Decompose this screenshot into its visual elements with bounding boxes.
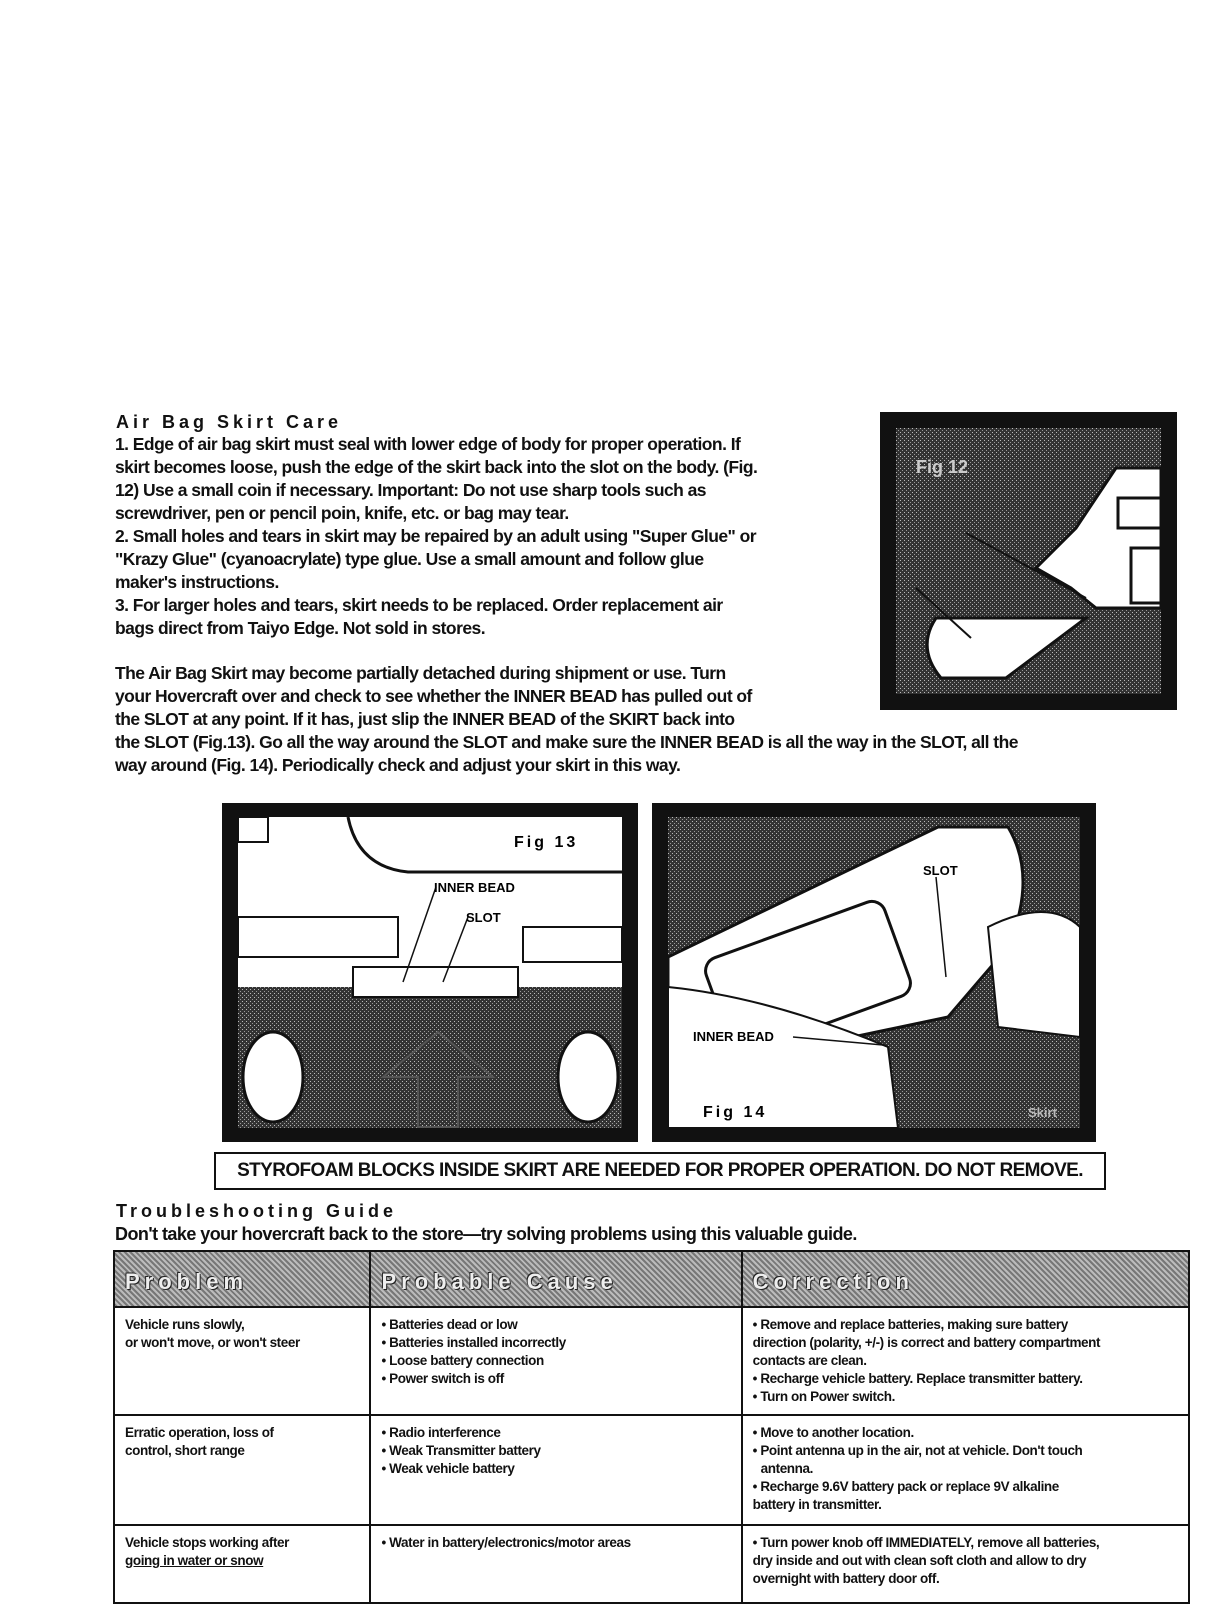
cell-text: contacts are clean. bbox=[752, 1353, 867, 1368]
text-line: maker's instructions. bbox=[115, 572, 279, 592]
column-header-problem: Problem bbox=[114, 1251, 370, 1307]
cell-text: • Loose battery connection bbox=[381, 1353, 544, 1368]
cell-text: • Remove and replace batteries, making sure battery bbox=[752, 1317, 1068, 1332]
cell-text: going in water or snow bbox=[125, 1553, 264, 1568]
text-line: 1. Edge of air bag skirt must seal with lower edge of body for proper operation. If bbox=[115, 434, 741, 454]
fig14-label: Fig 14 bbox=[703, 1104, 768, 1121]
correction-cell bbox=[742, 1525, 1189, 1603]
warning-banner: STYROFOAM BLOCKS INSIDE SKIRT ARE NEEDED FOR PROPER OPERATION. DO NOT REMOVE. bbox=[214, 1152, 1106, 1190]
text-line: your Hovercraft over and check to see whether the INNER BEAD has pulled out of bbox=[115, 686, 752, 706]
fig13-inner-bead-label: INNER BEAD bbox=[434, 880, 515, 895]
skirt-care-text bbox=[115, 433, 757, 640]
figure-13 bbox=[222, 803, 638, 1142]
cell-text: battery in transmitter. bbox=[752, 1497, 882, 1512]
cell-text: Erratic operation, loss of bbox=[125, 1425, 274, 1440]
cause-cell bbox=[370, 1415, 741, 1525]
text-line: "Krazy Glue" (cyanoacrylate) type glue. Use a small amount and follow glue bbox=[115, 549, 704, 569]
cell-text: • Radio interference bbox=[381, 1425, 501, 1440]
table-row bbox=[114, 1525, 1189, 1603]
text-line: the SLOT at any point. If it has, just slip the INNER BEAD of the SKIRT back into bbox=[115, 709, 735, 729]
fig13-slot-label: SLOT bbox=[466, 910, 501, 925]
cell-text: • Power switch is off bbox=[381, 1371, 504, 1386]
figure-14 bbox=[652, 803, 1096, 1142]
text-line: way around (Fig. 14). Periodically check and adjust your skirt in this way. bbox=[115, 755, 681, 775]
text-line: 12) Use a small coin if necessary. Important: Do not use sharp tools such as bbox=[115, 480, 706, 500]
text-line: The Air Bag Skirt may become partially detached during shipment or use. Turn bbox=[115, 663, 726, 683]
cell-text: • Weak Transmitter battery bbox=[381, 1443, 541, 1458]
cell-text: • Water in battery/electronics/motor areas bbox=[381, 1535, 631, 1550]
cell-text: Vehicle runs slowly, bbox=[125, 1317, 245, 1332]
text-line: 3. For larger holes and tears, skirt needs to be replaced. Order replacement air bbox=[115, 595, 723, 615]
fig14-skirt-label: Skirt bbox=[1028, 1105, 1057, 1120]
cause-cell bbox=[370, 1307, 741, 1415]
fig14-inner-bead-label: INNER BEAD bbox=[693, 1029, 774, 1044]
cell-text: direction (polarity, +/-) is correct and battery compartment bbox=[752, 1335, 1101, 1350]
cell-text: control, short range bbox=[125, 1443, 245, 1458]
troubleshooting-table bbox=[113, 1250, 1190, 1604]
fig13-label: Fig 13 bbox=[514, 834, 579, 851]
cell-text: dry inside and out with clean soft cloth and allow to dry bbox=[752, 1553, 1087, 1568]
column-header-cause: Probable Cause bbox=[370, 1251, 741, 1307]
cell-text: • Recharge 9.6V battery pack or replace 9V alkaline bbox=[752, 1479, 1059, 1494]
text-line: the SLOT (Fig.13). Go all the way around the SLOT and make sure the INNER BEAD is all the way in the SLOT, all the bbox=[115, 732, 1018, 752]
table-row bbox=[114, 1307, 1189, 1415]
figure-12 bbox=[880, 412, 1177, 710]
cause-cell bbox=[370, 1525, 741, 1603]
column-header-correction: Correction bbox=[742, 1251, 1189, 1307]
troubleshooting-heading: Troubleshooting Guide bbox=[116, 1201, 397, 1221]
troubleshooting-subtitle: Don't take your hovercraft back to the store—try solving problems using this valuable guide. bbox=[115, 1224, 857, 1244]
cell-text: • Point antenna up in the air, not at vehicle. Don't touch bbox=[752, 1443, 1083, 1458]
text-line: 2. Small holes and tears in skirt may be repaired by an adult using "Super Glue" or bbox=[115, 526, 757, 546]
table-header-row bbox=[114, 1251, 1189, 1307]
problem-cell bbox=[114, 1525, 370, 1603]
skirt-care-heading: Air Bag Skirt Care bbox=[116, 412, 343, 432]
fig12-label: Fig 12 bbox=[916, 457, 969, 477]
correction-cell bbox=[742, 1415, 1189, 1525]
text-line: bags direct from Taiyo Edge. Not sold in stores. bbox=[115, 618, 486, 638]
cell-text: Vehicle stops working after bbox=[125, 1535, 290, 1550]
fig14-slot-label: SLOT bbox=[923, 863, 958, 878]
cell-text: • Turn power knob off IMMEDIATELY, remove all batteries, bbox=[752, 1535, 1100, 1550]
cell-text: antenna. bbox=[760, 1461, 813, 1476]
cell-text: • Batteries dead or low bbox=[381, 1317, 518, 1332]
cell-text: • Batteries installed incorrectly bbox=[381, 1335, 566, 1350]
cell-text: overnight with battery door off. bbox=[752, 1571, 940, 1586]
text-line: screwdriver, pen or pencil poin, knife, etc. or bag may tear. bbox=[115, 503, 569, 523]
correction-cell bbox=[742, 1307, 1189, 1415]
cell-text: • Recharge vehicle battery. Replace transmitter battery. bbox=[752, 1371, 1083, 1386]
cell-text: • Turn on Power switch. bbox=[752, 1389, 895, 1404]
table-row bbox=[114, 1415, 1189, 1525]
cell-text: • Move to another location. bbox=[752, 1425, 914, 1440]
problem-cell bbox=[114, 1307, 370, 1415]
problem-cell bbox=[114, 1415, 370, 1525]
cell-text: • Weak vehicle battery bbox=[381, 1461, 515, 1476]
cell-text: or won't move, or won't steer bbox=[125, 1335, 300, 1350]
text-line: skirt becomes loose, push the edge of the skirt back into the slot on the body. (Fig. bbox=[115, 457, 758, 477]
